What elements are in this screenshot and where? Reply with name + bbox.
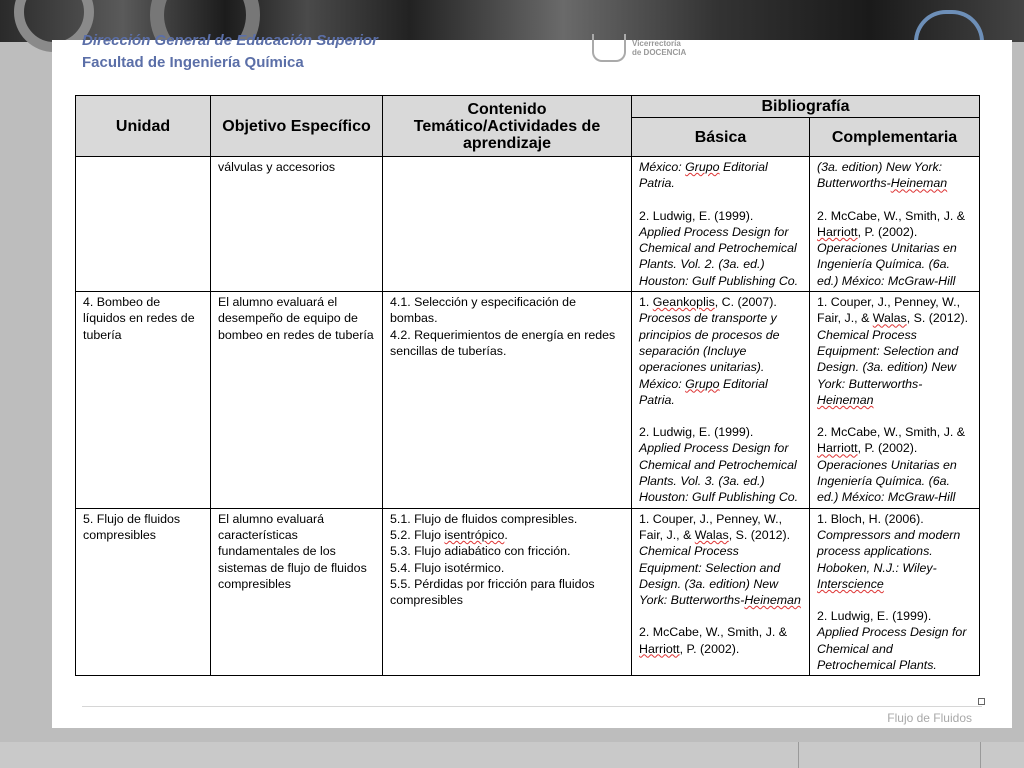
ref-text: Chemical Process Equipment: Selection and Design. (3a. edition) New York: Butterworths-Heineman — [817, 327, 959, 407]
header-basica: Básica — [632, 118, 810, 157]
header-contenido: Contenido Temático/Actividades de aprendizaje — [383, 96, 632, 157]
ref-text: 1. Couper, J., Penney, W., Fair, J., & Walas, S. (2012). — [817, 295, 969, 326]
table-row — [76, 292, 980, 509]
cell-objetivo: El alumno evaluará características fundamentales de los sistemas de flujo de fluidos compresibles — [211, 508, 383, 676]
divider — [798, 742, 799, 768]
content-item: 5.3. Flujo adiabático con fricción. — [390, 544, 571, 559]
ref-text: Procesos de transporte y principios de procesos de separación (Incluye operaciones unitarias). México: Grupo Editorial Patria. — [639, 311, 780, 407]
ref-text: 2. McCabe, W., Smith, J. & Harriott, P. (2002). — [817, 425, 966, 456]
cell-basica — [632, 292, 810, 509]
footer-divider — [82, 706, 982, 707]
logo-accent-graphic — [914, 10, 984, 42]
divider — [980, 742, 981, 768]
ref-text: México: Grupo Editorial Patria. — [639, 160, 768, 191]
content-item: 4.1. Selección y especificación de bombas. — [390, 295, 576, 326]
header-faculty: Facultad de Ingeniería Química — [82, 54, 304, 71]
logo-text: Vicerrectoría de DOCENCIA — [632, 39, 687, 57]
cell-basica — [632, 508, 810, 676]
resize-handle[interactable] — [978, 698, 985, 705]
content-item: 5.5. Pérdidas por fricción para fluidos compresibles — [390, 576, 595, 608]
content-item: 4.2. Requerimientos de energía en redes sencillas de tuberías. — [390, 327, 616, 358]
table-header-row — [76, 96, 980, 118]
ref-text: 2. Ludwig, E. (1999). — [639, 425, 754, 440]
ref-text: 1. Geankoplis, C. (2007). — [639, 295, 777, 310]
ref-text: Applied Process Design for Chemical and Petrochemical Plants. Vol. 2. (3a. ed.) Houston: Gulf Publishing Co. — [639, 224, 799, 288]
content-item: 5.4. Flujo isotérmico. — [390, 560, 505, 575]
ref-text: 2. Ludwig, E. (1999). — [817, 609, 932, 624]
ref-text: Applied Process Design for Chemical and Petrochemical Plants. Vol. 3. (3a. ed.) Houston: Gulf Publishing Co. — [639, 441, 799, 505]
slide-header — [82, 32, 378, 74]
table-row — [76, 508, 980, 676]
content-item: 5.2. Flujo isentrópico. — [390, 527, 508, 542]
vicerrectoria-logo — [592, 34, 686, 62]
ref-text: Compressors and modern process applications. Hoboken, N.J.: Wiley-Interscience — [817, 527, 961, 591]
cell-unidad: 5. Flujo de fluidos compresibles — [76, 508, 211, 676]
cell-contenido — [383, 292, 632, 509]
syllabus-table[interactable] — [75, 95, 980, 676]
ref-text: 1. Bloch, H. (2006). — [817, 511, 924, 526]
ref-text: 1. Couper, J., Penney, W., Fair, J., & Walas, S. (2012). — [639, 511, 791, 542]
seal-icon — [592, 34, 626, 62]
ref-text: Operaciones Unitarias en Ingeniería Química. (6a. ed.) México: McGraw-Hill — [817, 241, 957, 288]
content-item: 5.1. Flujo de fluidos compresibles. — [390, 511, 578, 526]
cell-unidad — [76, 157, 211, 292]
footer-title: Flujo de Fluidos — [887, 711, 972, 725]
cell-complementaria — [810, 292, 980, 509]
cell-complementaria — [810, 157, 980, 292]
ref-text: Chemical Process Equipment: Selection and Design. (3a. edition) New York: Butterworths-Heineman — [639, 544, 801, 608]
header-unidad: Unidad — [76, 96, 211, 157]
cell-unidad: 4. Bombeo de líquidos en redes de tubería — [76, 292, 211, 509]
ref-text: Operaciones Unitarias en Ingeniería Química. (6a. ed.) México: McGraw-Hill — [817, 457, 957, 505]
cell-objetivo: El alumno evaluará el desempeño de equipo de bombeo en redes de tubería — [211, 292, 383, 509]
ref-text: 2. Ludwig, E. (1999). — [639, 208, 754, 223]
cell-objetivo: válvulas y accesorios — [211, 157, 383, 292]
ref-text: (3a. edition) New York: Butterworths-Heineman — [817, 160, 948, 191]
ref-text: Applied Process Design for Chemical and Petrochemical Plants. — [817, 625, 967, 673]
header-bibliografia: Bibliografía — [632, 96, 980, 118]
slide-canvas[interactable] — [52, 32, 1012, 728]
bottom-strip — [0, 742, 1024, 768]
header-objetivo: Objetivo Específico — [211, 96, 383, 157]
table-row — [76, 157, 980, 292]
cell-basica — [632, 157, 810, 292]
ref-text: 2. McCabe, W., Smith, J. & Harriott, P. (2002). — [817, 208, 966, 239]
header-complementaria: Complementaria — [810, 118, 980, 157]
cell-complementaria — [810, 508, 980, 676]
cell-contenido — [383, 508, 632, 676]
ref-text: 2. McCabe, W., Smith, J. & Harriott, P. (2002). — [639, 625, 788, 656]
header-institution: Dirección General de Educación Superior — [82, 32, 378, 49]
cell-contenido — [383, 157, 632, 292]
